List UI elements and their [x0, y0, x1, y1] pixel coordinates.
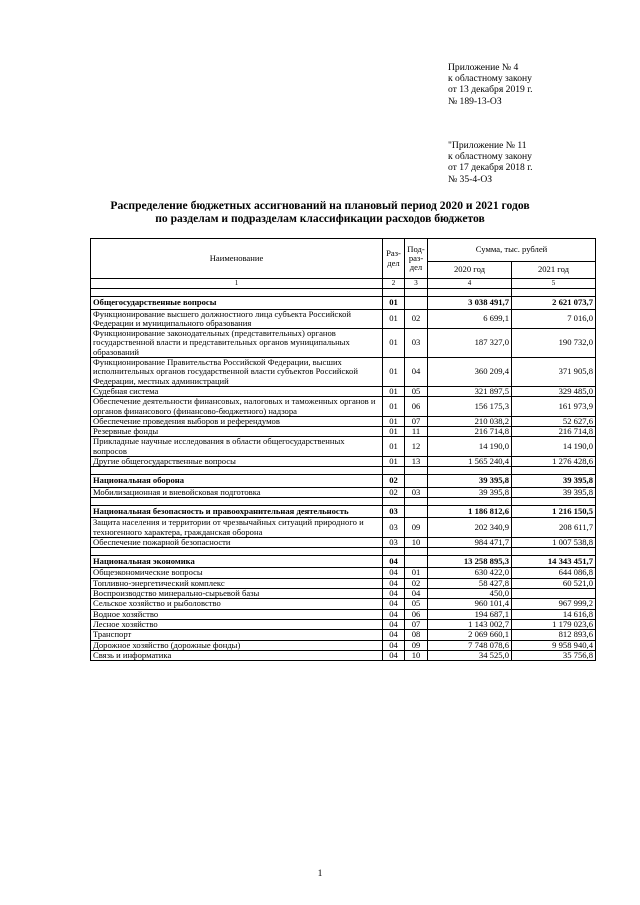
row-razdel: 03 — [383, 505, 405, 517]
row-razdel: 04 — [383, 568, 405, 578]
row-name: Судебная система — [91, 386, 383, 396]
row-name: Общегосударственные вопросы — [91, 297, 383, 309]
row-podrazdel: 03 — [405, 329, 428, 358]
header-year-2020: 2020 год — [428, 262, 512, 279]
row-razdel: 04 — [383, 589, 405, 599]
row-podrazdel: 02 — [405, 578, 428, 588]
row-podrazdel: 07 — [405, 619, 428, 629]
row-razdel: 04 — [383, 619, 405, 629]
index-cell: 1 — [91, 279, 383, 289]
row-razdel: 04 — [383, 640, 405, 650]
row-value-2021: 35 756,8 — [512, 650, 596, 660]
row-name: Воспроизводство минерально-сырьевой базы — [91, 589, 383, 599]
spacer-cell — [512, 289, 596, 297]
table-row — [91, 437, 596, 457]
table-row — [91, 397, 596, 417]
row-value-2020: 630 422,0 — [428, 568, 512, 578]
index-cell: 5 — [512, 279, 596, 289]
table-row — [91, 358, 596, 387]
row-name: Национальная безопасность и правоохранительная деятельность — [91, 505, 383, 517]
spacer-cell — [405, 497, 428, 505]
row-name: Защита населения и территории от чрезвычайных ситуаций природного и техногенного характера, гражданская оборона — [91, 518, 383, 538]
row-value-2021: 14 616,8 — [512, 609, 596, 619]
spacer-row — [91, 467, 596, 475]
row-value-2021: 7 016,0 — [512, 309, 596, 329]
row-name: Национальная экономика — [91, 556, 383, 568]
row-value-2020: 7 748 078,6 — [428, 640, 512, 650]
section-row — [91, 475, 596, 487]
spacer-cell — [512, 548, 596, 556]
table-row — [91, 599, 596, 609]
table-row — [91, 568, 596, 578]
row-value-2020: 1 143 002,7 — [428, 619, 512, 629]
spacer-cell — [405, 467, 428, 475]
row-razdel: 01 — [383, 397, 405, 417]
table-body — [91, 289, 596, 661]
page-number: 1 — [317, 868, 323, 879]
row-razdel: 01 — [383, 297, 405, 309]
row-podrazdel: 02 — [405, 309, 428, 329]
row-razdel: 04 — [383, 609, 405, 619]
title-line: Распределение бюджетных ассигнований на плановый период 2020 и 2021 годов — [110, 199, 530, 212]
row-razdel: 01 — [383, 386, 405, 396]
row-razdel: 01 — [383, 416, 405, 426]
row-value-2021: 208 611,7 — [512, 518, 596, 538]
budget-table — [90, 238, 596, 661]
row-value-2021: 329 485,0 — [512, 386, 596, 396]
table-row — [91, 537, 596, 547]
row-value-2020: 156 175,3 — [428, 397, 512, 417]
row-value-2021: 644 086,8 — [512, 568, 596, 578]
row-value-2020: 194 687,1 — [428, 609, 512, 619]
row-razdel: 01 — [383, 329, 405, 358]
row-razdel: 04 — [383, 556, 405, 568]
spacer-cell — [91, 467, 383, 475]
row-name: Обеспечение деятельности финансовых, налоговых и таможенных органов и органов финансового (финансово-бюджетного) надзора — [91, 397, 383, 417]
spacer-cell — [91, 497, 383, 505]
row-name: Прикладные научные исследования в области общегосударственных вопросов — [91, 437, 383, 457]
spacer-row — [91, 289, 596, 297]
spacer-row — [91, 497, 596, 505]
table-row — [91, 609, 596, 619]
row-name: Функционирование законодательных (представительных) органов государственной власти и представительных органов муниципальных образований — [91, 329, 383, 358]
row-name: Функционирование высшего должностного лица субъекта Российской Федерации и муниципального образования — [91, 309, 383, 329]
row-value-2021: 812 893,6 — [512, 630, 596, 640]
row-podrazdel: 10 — [405, 650, 428, 660]
index-cell: 3 — [405, 279, 428, 289]
spacer-cell — [428, 289, 512, 297]
section-row — [91, 505, 596, 517]
table-row — [91, 457, 596, 467]
index-cell: 2 — [383, 279, 405, 289]
appendix-line: Приложение № 4 — [448, 62, 519, 73]
row-podrazdel — [405, 475, 428, 487]
row-podrazdel: 01 — [405, 568, 428, 578]
row-podrazdel: 11 — [405, 427, 428, 437]
row-value-2020: 14 190,0 — [428, 437, 512, 457]
row-razdel: 04 — [383, 630, 405, 640]
row-name: Обеспечение проведения выборов и референдумов — [91, 416, 383, 426]
header-razdel: Раз-дел — [383, 239, 405, 279]
spacer-row — [91, 548, 596, 556]
spacer-cell — [428, 497, 512, 505]
row-podrazdel: 09 — [405, 640, 428, 650]
row-name: Дорожное хозяйство (дорожные фонды) — [91, 640, 383, 650]
row-value-2021: 52 627,6 — [512, 416, 596, 426]
spacer-cell — [383, 289, 405, 297]
row-podrazdel — [405, 556, 428, 568]
row-podrazdel: 05 — [405, 599, 428, 609]
row-razdel: 02 — [383, 487, 405, 497]
spacer-cell — [428, 548, 512, 556]
appendix-line: к областному закону — [448, 151, 532, 163]
appendix-line: от 17 декабря 2018 г. — [448, 162, 533, 174]
row-razdel: 04 — [383, 599, 405, 609]
row-value-2020: 450,0 — [428, 589, 512, 599]
spacer-cell — [428, 467, 512, 475]
row-name: Водное хозяйство — [91, 609, 383, 619]
appendix-line: от 13 декабря 2019 г. — [448, 84, 533, 96]
row-value-2020: 984 471,7 — [428, 537, 512, 547]
row-name: Связь и информатика — [91, 650, 383, 660]
row-name: Топливно-энергетический комплекс — [91, 578, 383, 588]
row-razdel: 03 — [383, 537, 405, 547]
row-name: Сельское хозяйство и рыболовство — [91, 599, 383, 609]
header-sum: Сумма, тыс. рублей — [428, 239, 596, 262]
row-name: Общеэкономические вопросы — [91, 568, 383, 578]
row-value-2020: 39 395,8 — [428, 487, 512, 497]
row-value-2020: 216 714,8 — [428, 427, 512, 437]
table-row — [91, 518, 596, 538]
row-value-2020: 2 069 660,1 — [428, 630, 512, 640]
row-podrazdel: 06 — [405, 397, 428, 417]
row-podrazdel: 07 — [405, 416, 428, 426]
section-row — [91, 297, 596, 309]
row-value-2020: 1 565 240,4 — [428, 457, 512, 467]
header-year-2021: 2021 год — [512, 262, 596, 279]
row-value-2021: 2 621 073,7 — [512, 297, 596, 309]
row-razdel: 04 — [383, 578, 405, 588]
row-value-2020: 1 186 812,6 — [428, 505, 512, 517]
section-row — [91, 556, 596, 568]
spacer-cell — [383, 548, 405, 556]
row-value-2020: 321 897,5 — [428, 386, 512, 396]
header-name: Наименование — [91, 239, 383, 279]
row-value-2021: 9 958 940,4 — [512, 640, 596, 650]
row-value-2021: 60 521,0 — [512, 578, 596, 588]
row-razdel: 03 — [383, 518, 405, 538]
table-row — [91, 309, 596, 329]
spacer-cell — [512, 467, 596, 475]
document-title — [0, 199, 640, 225]
row-podrazdel: 04 — [405, 589, 428, 599]
row-razdel: 01 — [383, 358, 405, 387]
row-name: Транспорт — [91, 630, 383, 640]
row-value-2021: 190 732,0 — [512, 329, 596, 358]
table-row — [91, 427, 596, 437]
row-value-2020: 34 525,0 — [428, 650, 512, 660]
row-podrazdel — [405, 297, 428, 309]
row-value-2021 — [512, 589, 596, 599]
table-row — [91, 650, 596, 660]
row-value-2020: 202 340,9 — [428, 518, 512, 538]
row-podrazdel: 05 — [405, 386, 428, 396]
appendix-current — [448, 62, 533, 107]
table-row — [91, 386, 596, 396]
row-value-2021: 1 216 150,5 — [512, 505, 596, 517]
appendix-prior — [448, 140, 533, 185]
table-row — [91, 619, 596, 629]
spacer-cell — [91, 289, 383, 297]
row-name: Мобилизационная и вневойсковая подготовка — [91, 487, 383, 497]
table-row — [91, 487, 596, 497]
table-row — [91, 640, 596, 650]
row-razdel: 01 — [383, 427, 405, 437]
appendix-line: "Приложение № 11 — [448, 140, 527, 151]
row-razdel: 02 — [383, 475, 405, 487]
row-value-2021: 967 999,2 — [512, 599, 596, 609]
spacer-cell — [405, 289, 428, 297]
row-podrazdel: 09 — [405, 518, 428, 538]
row-value-2021: 39 395,8 — [512, 487, 596, 497]
appendix-line: № 35-4-ОЗ — [448, 173, 493, 185]
spacer-cell — [512, 497, 596, 505]
row-value-2021: 14 190,0 — [512, 437, 596, 457]
row-value-2020: 39 395,8 — [428, 475, 512, 487]
table-row — [91, 329, 596, 358]
row-podrazdel: 06 — [405, 609, 428, 619]
row-podrazdel: 10 — [405, 537, 428, 547]
spacer-cell — [91, 548, 383, 556]
row-podrazdel: 13 — [405, 457, 428, 467]
table-row — [91, 589, 596, 599]
row-value-2021: 371 905,8 — [512, 358, 596, 387]
index-cell: 4 — [428, 279, 512, 289]
row-name: Лесное хозяйство — [91, 619, 383, 629]
row-razdel: 04 — [383, 650, 405, 660]
row-value-2020: 13 258 895,3 — [428, 556, 512, 568]
row-name: Другие общегосударственные вопросы — [91, 457, 383, 467]
title-line: по разделам и подразделам классификации расходов бюджетов — [155, 212, 485, 225]
row-value-2021: 1 179 023,6 — [512, 619, 596, 629]
spacer-cell — [383, 467, 405, 475]
row-value-2020: 6 699,1 — [428, 309, 512, 329]
row-value-2021: 14 343 451,7 — [512, 556, 596, 568]
appendix-line: № 189-13-ОЗ — [448, 95, 502, 107]
appendix-line: к областному закону — [448, 73, 532, 85]
table-row — [91, 578, 596, 588]
row-razdel: 01 — [383, 309, 405, 329]
row-podrazdel: 04 — [405, 358, 428, 387]
row-razdel: 01 — [383, 437, 405, 457]
spacer-cell — [383, 497, 405, 505]
table-row — [91, 416, 596, 426]
row-value-2020: 58 427,8 — [428, 578, 512, 588]
row-podrazdel: 12 — [405, 437, 428, 457]
row-value-2021: 216 714,8 — [512, 427, 596, 437]
row-razdel: 01 — [383, 457, 405, 467]
row-name: Функционирование Правительства Российской Федерации, высших исполнительных органов государственной власти субъектов Российской Федерации, местных администраций — [91, 358, 383, 387]
table-row — [91, 630, 596, 640]
row-value-2021: 39 395,8 — [512, 475, 596, 487]
spacer-cell — [405, 548, 428, 556]
row-value-2020: 3 038 491,7 — [428, 297, 512, 309]
row-value-2021: 1 276 428,6 — [512, 457, 596, 467]
row-value-2020: 210 038,2 — [428, 416, 512, 426]
row-name: Резервные фонды — [91, 427, 383, 437]
row-name: Национальная оборона — [91, 475, 383, 487]
header-podrazdel: Под-раз-дел — [405, 239, 428, 279]
row-value-2020: 187 327,0 — [428, 329, 512, 358]
row-podrazdel: 08 — [405, 630, 428, 640]
row-value-2020: 360 209,4 — [428, 358, 512, 387]
row-name: Обеспечение пожарной безопасности — [91, 537, 383, 547]
row-value-2021: 1 007 538,8 — [512, 537, 596, 547]
row-podrazdel: 03 — [405, 487, 428, 497]
row-podrazdel — [405, 505, 428, 517]
row-value-2021: 161 973,9 — [512, 397, 596, 417]
row-value-2020: 960 101,4 — [428, 599, 512, 609]
